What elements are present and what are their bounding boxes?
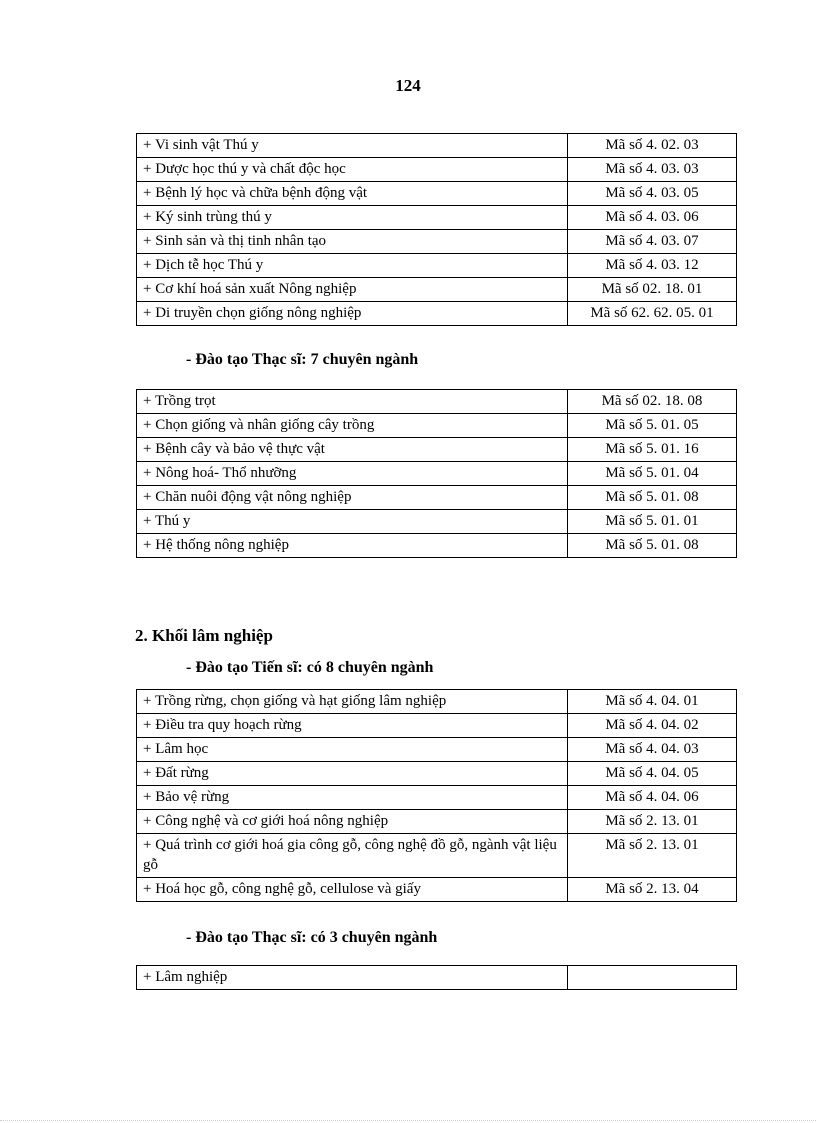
specialty-name: + Công nghệ và cơ giới hoá nông nghiệp [137, 810, 568, 834]
specialty-name: + Sinh sản và thị tinh nhân tạo [137, 230, 568, 254]
specialty-code: Mã số 4. 04. 03 [568, 738, 737, 762]
table-row [137, 254, 737, 278]
specialty-code: Mã số 5. 01. 04 [568, 462, 737, 486]
specialty-name: + Bệnh cây và bảo vệ thực vật [137, 438, 568, 462]
specialty-code: Mã số 5. 01. 01 [568, 510, 737, 534]
table-row [137, 810, 737, 834]
table-row [137, 534, 737, 558]
table-row [137, 486, 737, 510]
table-row [137, 182, 737, 206]
table-body [137, 390, 737, 558]
specialty-code: Mã số 4. 03. 07 [568, 230, 737, 254]
table-body [137, 134, 737, 326]
table-row [137, 690, 737, 714]
table-row [137, 230, 737, 254]
table-row [137, 302, 737, 326]
specialty-code: Mã số 5. 01. 08 [568, 486, 737, 510]
specialty-code: Mã số 4. 03. 06 [568, 206, 737, 230]
specialty-name: + Trồng rừng, chọn giống và hạt giống lâm nghiệp [137, 690, 568, 714]
specialty-name: + Bệnh lý học và chữa bệnh động vật [137, 182, 568, 206]
specialty-name: + Lâm học [137, 738, 568, 762]
specialty-name: + Nông hoá- Thổ nhưỡng [137, 462, 568, 486]
specialty-code: Mã số 2. 13. 01 [568, 834, 737, 878]
specialty-code: Mã số 2. 13. 01 [568, 810, 737, 834]
specialty-name: + Chọn giống và nhân giống cây trồng [137, 414, 568, 438]
table-phd-agriculture-codes [136, 133, 737, 326]
specialty-name: + Lâm nghiệp [137, 966, 568, 990]
table-row [137, 878, 737, 902]
specialty-name: + Bảo vệ rừng [137, 786, 568, 810]
table-row [137, 390, 737, 414]
page-number: 124 [395, 76, 421, 95]
specialty-name: + Di truyền chọn giống nông nghiệp [137, 302, 568, 326]
specialty-name: + Ký sinh trùng thú y [137, 206, 568, 230]
specialty-name: + Đất rừng [137, 762, 568, 786]
specialty-code: Mã số 4. 03. 03 [568, 158, 737, 182]
section-title-forestry: 2. Khối lâm nghiệp [135, 626, 273, 645]
subhead-masters-forestry: - Đào tạo Thạc sĩ: có 3 chuyên ngành [186, 929, 438, 946]
table-masters-agriculture-codes [136, 389, 737, 558]
specialty-code: Mã số 5. 01. 08 [568, 534, 737, 558]
table-row [137, 134, 737, 158]
specialty-name: + Dược học thú y và chất độc học [137, 158, 568, 182]
table-row [137, 786, 737, 810]
specialty-name: + Chăn nuôi động vật nông nghiệp [137, 486, 568, 510]
table-row [137, 278, 737, 302]
specialty-name: + Hệ thống nông nghiệp [137, 534, 568, 558]
specialty-code: Mã số 4. 04. 05 [568, 762, 737, 786]
specialty-name: + Quá trình cơ giới hoá gia công gỗ, công nghệ đồ gỗ, ngành vật liệu gỗ [137, 834, 568, 878]
specialty-name: + Điều tra quy hoạch rừng [137, 714, 568, 738]
table-row [137, 462, 737, 486]
page-bottom-rule [0, 1120, 816, 1121]
table-row [137, 738, 737, 762]
specialty-name: + Dịch tễ học Thú y [137, 254, 568, 278]
specialty-code: Mã số 5. 01. 05 [568, 414, 737, 438]
table-body [137, 966, 737, 990]
specialty-name: + Vi sinh vật Thú y [137, 134, 568, 158]
specialty-code: Mã số 4. 02. 03 [568, 134, 737, 158]
specialty-code: Mã số 4. 03. 12 [568, 254, 737, 278]
table-row [137, 966, 737, 990]
specialty-code: Mã số 62. 62. 05. 01 [568, 302, 737, 326]
table-row [137, 834, 737, 878]
table-row [137, 414, 737, 438]
specialty-code: Mã số 2. 13. 04 [568, 878, 737, 902]
specialty-code: Mã số 5. 01. 16 [568, 438, 737, 462]
table-phd-forestry-codes [136, 689, 737, 902]
table-row [137, 206, 737, 230]
specialty-name: + Trồng trọt [137, 390, 568, 414]
table-masters-forestry-codes [136, 965, 737, 990]
specialty-code: Mã số 02. 18. 08 [568, 390, 737, 414]
specialty-name: + Cơ khí hoá sản xuất Nông nghiệp [137, 278, 568, 302]
specialty-code: Mã số 4. 04. 06 [568, 786, 737, 810]
table-row [137, 762, 737, 786]
specialty-code: Mã số 02. 18. 01 [568, 278, 737, 302]
specialty-name: + Thú y [137, 510, 568, 534]
specialty-name: + Hoá học gỗ, công nghệ gỗ, cellulose và giấy [137, 878, 568, 902]
table-row [137, 438, 737, 462]
subhead-phd-forestry: - Đào tạo Tiến sĩ: có 8 chuyên ngành [186, 659, 434, 676]
specialty-code: Mã số 4. 04. 01 [568, 690, 737, 714]
specialty-code [568, 966, 737, 990]
table-row [137, 714, 737, 738]
table-row [137, 158, 737, 182]
subhead-masters-agriculture: - Đào tạo Thạc sĩ: 7 chuyên ngành [186, 351, 419, 368]
specialty-code: Mã số 4. 04. 02 [568, 714, 737, 738]
table-body [137, 690, 737, 902]
table-row [137, 510, 737, 534]
specialty-code: Mã số 4. 03. 05 [568, 182, 737, 206]
